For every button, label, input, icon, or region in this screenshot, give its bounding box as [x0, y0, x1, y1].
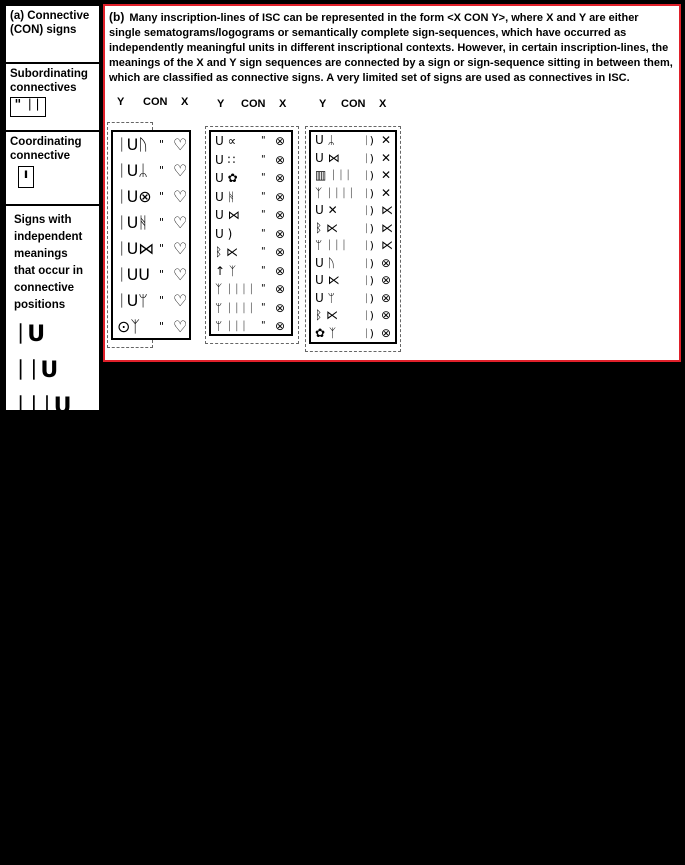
- panel-b-label: (b): [109, 10, 125, 24]
- panel-a-title: (a) Connective (CON) signs: [6, 6, 99, 64]
- panel-a-connective-signs: [4, 4, 101, 455]
- subordinating-label: Subordinating connectives: [10, 68, 88, 94]
- independent-cell: [6, 206, 99, 464]
- sign-table-3: [309, 130, 397, 344]
- table-3-con: ᛁ) ᛁ) ᛁ) ᛁ) ᛁ) ᛁ) ᛁ) ᛁ) ᛁ) ᛁ) ᛁ) ᛁ): [363, 134, 374, 340]
- sign-jar-2-icon: ᛁᛁU: [14, 358, 59, 383]
- coordinating-glyph-icon: ı: [18, 166, 34, 188]
- table-1-rows: ᛁUᚢ ᛁUᛦ ᛁU⊗ ᛁUᚻ ᛁU⋈ ᛁUU ᛁUᛘ ⊙ᛉ: [117, 135, 155, 336]
- table-2-x: ⊗ ⊗ ⊗ ⊗ ⊗ ⊗ ⊗ ⊗ ⊗ ⊗ ⊗: [275, 134, 286, 333]
- table-2-rows: U ∝ U ∷ U ✿ U ᚻ U ⋈ U ) ᛒ ⋉ ↑ ᛉ ᛉ ᛁᛁᛁᛁ ᛘ ᛁᛁᛁᛁ ᛘ ᛁᛁᛁ: [215, 134, 255, 333]
- header-con: CON: [143, 96, 168, 108]
- table-1-x: ♡ ♡ ♡ ♡ ♡ ♡ ♡ ♡: [173, 135, 188, 336]
- subordinating-glyph-icon: " ᛁᛁ: [10, 97, 46, 117]
- sign-table-2: [209, 130, 293, 336]
- header-y: Y: [117, 96, 125, 108]
- sign-jar-3-icon: ᛁᛁᛁU: [14, 394, 72, 419]
- panel-b-text: Many inscription-lines of ISC can be represented in the form <X CON Y>, where X and Y are either single sematograms/logograms or semantically complete sign-sequences, which have occurred as independently meaningful units in different inscriptional contexts. However, in certain inscription-lines, the meanings of the X and Y sign sequences are connected by a sign or sign-sequence sitting in between them, which are classified as connective signs. A very limited set of signs are used as connectives in ISC.: [109, 12, 673, 84]
- header-x: X: [181, 96, 189, 108]
- sign-jar-1-icon: ᛁU: [14, 322, 46, 347]
- sign-slash-icon: ⟋: [14, 430, 30, 455]
- coordinating-cell: [6, 132, 99, 206]
- table-3-x: ✕ ✕ ✕ ✕ ⋉ ⋉ ⋉ ⊗ ⊗ ⊗ ⊗ ⊗: [381, 133, 393, 340]
- independent-label: Signs with independent meanings that occur in connective positions: [14, 214, 84, 311]
- subordinating-cell: [6, 64, 99, 132]
- panel-b-intro: [109, 10, 673, 86]
- table-3-rows: U ᛦ U ⋈ ▥ ᛁᛁᛁ ᛉ ᛁᛁᛁᛁ U ✕ ᛒ ⋉ ᛘ ᛁᛁᛁ U ᚢ U ⋉ U ᛘ ᛒ ⋉ ✿ ᛉ: [315, 133, 355, 340]
- panel-b-con-form: (b) Many inscription-lines of ISC can be represented in the form <X CON Y>, where X and Y are either single sematograms/logograms or semantically complete sign-sequences, which have occurred as independently meaningful units in different inscriptional contexts. However, in certain inscription-lines, the meanings of the X and Y sign sequences are connected by a sign or sign-sequence sitting in between them, which are classified as connective signs. A very limited set of signs are used as connectives in ISC. Y CON X ᛁUᚢ ᛁUᛦ ᛁU⊗ ᛁUᚻ ᛁU⋈ ᛁUU ᛁUᛘ ⊙ᛉ " " " " " " " " ♡ ♡ ♡ ♡ ♡ ♡ ♡ ♡ Y CON X U ∝ U ∷ U ✿ U ᚻ U ⋈ U ) ᛒ ⋉ ↑ ᛉ ᛉ ᛁᛁᛁᛁ ᛘ ᛁᛁᛁᛁ ᛘ ᛁᛁᛁ " " " " " " " " " " " ⊗ ⊗ ⊗ ⊗ ⊗ ⊗ ⊗ ⊗ ⊗ ⊗ ⊗ Y CON X U ᛦ U ⋈ ▥ ᛁᛁᛁ ᛉ ᛁᛁᛁᛁ U ✕ ᛒ ⋉ ᛘ ᛁᛁᛁ U ᚢ U ⋉ U ᛘ ᛒ ⋉ ✿ ᛉ ᛁ) ᛁ) ᛁ) ᛁ) ᛁ) ᛁ) ᛁ) ᛁ) ᛁ) ᛁ) ᛁ) ᛁ) ✕ ✕ ✕ ✕ ⋉ ⋉ ⋉ ⊗ ⊗ ⊗ ⊗ ⊗: [103, 4, 681, 362]
- table-2-con: " " " " " " " " " " ": [261, 135, 266, 331]
- table-1-con: " " " " " " " ": [159, 138, 165, 333]
- coordinating-label: Coordinating connective: [10, 136, 82, 162]
- sign-table-1: [111, 130, 191, 340]
